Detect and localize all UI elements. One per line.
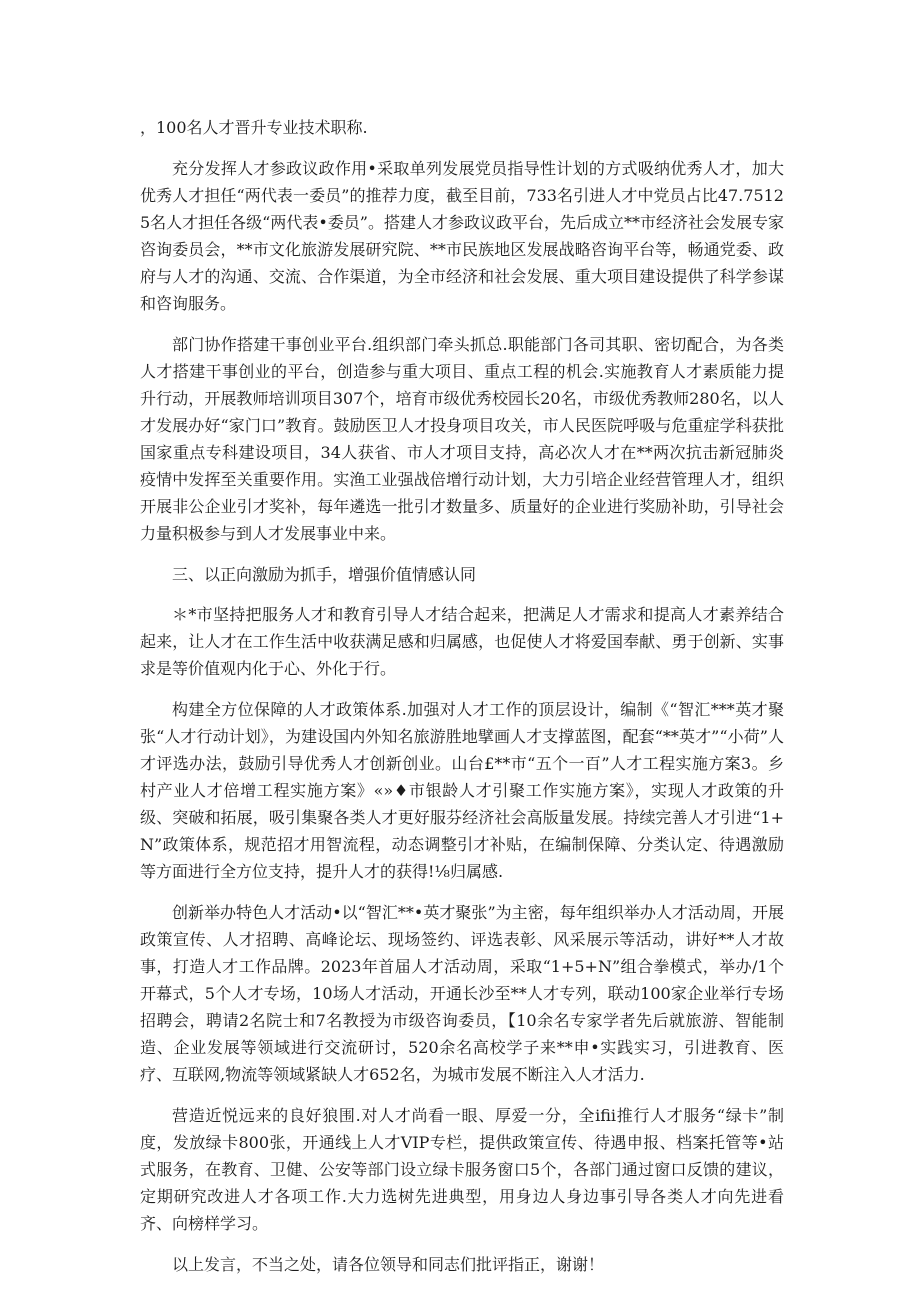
paragraph-6: 创新举办特色人才活动•以“智汇**•英才聚张”为主密，每年组织举办人才活动周，开展政策宣传、人才招聘、高峰论坛、现场签约、评选表彰、风采展示等活动，讲好**人才故事，打造人才工作品牌。2023年首届人才活动周，采取“1+5+N”组合拳模式，举办/1个开幕式，5个人才专场，10场人才活动，开通长沙至**人才专列，联动100家企业举行专场招聘会，聘请2名院士和7名教授为市级咨询委员，【10余名专家学者先后就旅游、智能制造、企业发展等领域进行交流研讨，520余名高校学子来**申•实践实习，引进教育、医疗、互联网,物流等领域紧缺人才652名，为城市发展不断注入人才活力. — [140, 903, 784, 1084]
closing-paragraph: 以上发言，不当之处，请各位领导和同志们批评指正，谢谢！ — [172, 1255, 605, 1274]
paragraph-5: 构建全方位保障的人才政策体系.加强对人才工作的顶层设计，编制《“智汇***英才聚张“人才行动计划》，为建设国内外知名旅游胜地擘画人才支撑蓝图，配套“**英才”“小荷”人才评选办法，鼓励引导优秀人才创新创业。山台£**市“五个一百”人才工程实施方案3。乡村产业人才倍增工程实施方案》«»♦市银龄人才引聚工作实施方案》，实现人才政策的升级、突破和拓展，吸引集聚各类人才更好服芬经济社会高版量发展。持续完善人才引进“1+N”政策体系，规范招才用智流程，动态调整引才补贴，在编制保障、分类认定、待遇激励等方面进行全方位支持，提升人才的获得!⅛归属感. — [140, 700, 784, 881]
paragraph-7: 营造近悦远来的良好狼围.对人才尚看一眼、厚爱一分，全ifii推行人才服务“绿卡”制度，发放绿卡800张，开通线上人才VIP专栏，提供政策宣传、待遇申报、档案托管等•站式服务，在教育、卫健、公安等部门设立绿卡服务窗口5个，各部门通过窗口反馈的建议，定期研究改进人才各项工作.大力选树先进典型，用身边人身边事引导各类人才向先进看齐、向榜样学习。 — [140, 1106, 784, 1233]
paragraph-2: 充分发挥人才参政议政作用•采取单列发展党员指导性计划的方式吸纳优秀人才，加大优秀人才担任“两代表一委员”的推荐力度，截至目前，733名引进人才中党员占比47.75125名人才担任各级“两代表•委员”。搭建人才参政议政平台，先后成立**市经济社会发展专家咨询委员会，**市文化旅游发展研究院、**市民族地区发展战略咨询平台等，畅通党委、政府与人才的沟通、交流、合作渠道，为全市经济和社会发展、重大项目建设提供了科学参谋和咨询服务。 — [140, 159, 784, 313]
paragraph-4: ＊*市坚持把服务人才和教育引导人才结合起来，把满足人才需求和提高人才素养结合起来，让人才在工作生活中收获满足感和归属感，也促使人才将爱国奉献、勇于创新、实事求是等价值观内化于心、外化于行。 — [140, 605, 784, 678]
section-heading: 三、以正向激励为抓手，增强价值情感认同 — [172, 565, 477, 584]
paragraph-1: ，100名人才晋升专业技术职称. — [140, 118, 368, 137]
paragraph-3: 部门协作搭建干事创业平台.组织部门牵头抓总.职能部门各司其职、密切配合，为各类人才搭建干事创业的平台，创造参与重大项目、重点工程的机会.实施教育人才素质能力提升行动，开展教师培训项目307个，培育市级优秀校园长20名，市级优秀教师280名，以人才发展办好“家门口”教育。鼓励医卫人才投身项目攻关，市人民医院呼吸与危重症学科获批国家重点专科建设项目，34人获省、市人才项目支持，高必次人才在**两次抗击新冠肺炎疫情中发挥至关重要作用。实渔工业强战倍增行动计划，大力引培企业经营管理人才，组织开展非公企业引才奖补，每年遴选一批引才数量多、质量好的企业进行奖励补助，引导社会力量积极参与到人才发展事业中来。 — [140, 335, 784, 543]
document-body — [140, 114, 784, 1292]
